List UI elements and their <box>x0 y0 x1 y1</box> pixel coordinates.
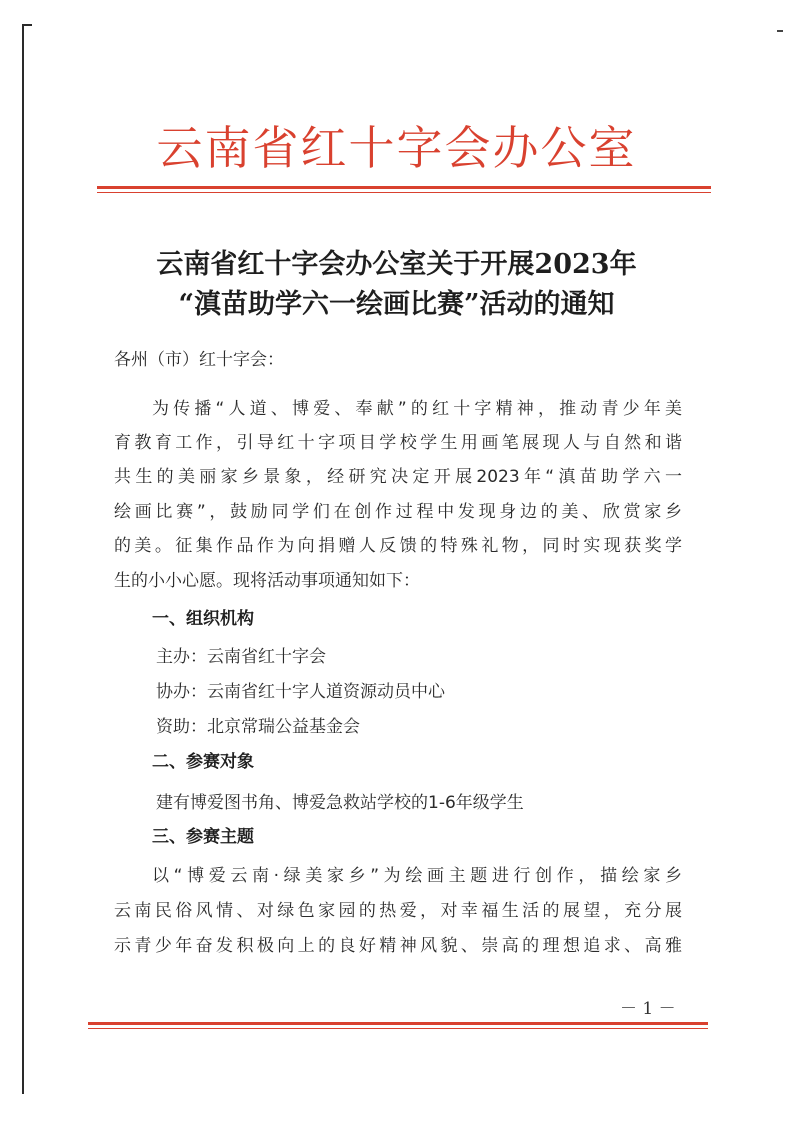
participants-line: 建有博爱图书角、博爱急救站学校的1-6年级学生 <box>156 793 524 813</box>
intro-line: 为传播“人道、博爱、奉献”的红十字精神，推动青少年美 <box>152 399 682 419</box>
organizer-line: 主办：云南省红十字会 <box>156 647 326 667</box>
intro-line: 育教育工作，引导红十字项目学校学生用画笔展现人与自然和谐 <box>114 433 682 453</box>
intro-line: 共生的美丽家乡景象，经研究决定开展2023年“滇苗助学六一 <box>114 467 682 487</box>
letterhead-rule-thick <box>97 186 711 189</box>
scan-edge-top <box>22 24 32 26</box>
section-heading-participants: 二、参赛对象 <box>152 752 254 772</box>
section-heading-theme: 三、参赛主题 <box>152 827 254 847</box>
intro-line: 生的小小心愿。现将活动事项通知如下： <box>114 571 420 591</box>
letterhead-rule-thin <box>97 192 711 193</box>
intro-line: 的美。征集作品作为向捐赠人反馈的特殊礼物，同时实现获奖学 <box>114 536 682 556</box>
scan-edge-left <box>22 24 24 1094</box>
theme-line: 示青少年奋发积极向上的良好精神风貌、崇高的理想追求、高雅 <box>114 936 682 956</box>
footer-rule-thin <box>88 1028 708 1029</box>
document-title-line-2: “滇苗助学六一绘画比赛”活动的通知 <box>178 289 615 320</box>
footer-rule-thick <box>88 1022 708 1025</box>
theme-line: 云南民俗风情、对绿色家园的热爱，对幸福生活的展望，充分展 <box>114 901 682 921</box>
document-title-line-1: 云南省红十字会办公室关于开展2023年 <box>156 249 637 280</box>
salutation: 各州（市）红十字会： <box>114 350 284 370</box>
sponsor-line: 资助：北京常瑞公益基金会 <box>156 717 360 737</box>
section-heading-organization: 一、组织机构 <box>152 609 254 629</box>
theme-line: 以“博爱云南·绿美家乡”为绘画主题进行创作，描绘家乡 <box>152 866 682 886</box>
letterhead: 云南省红十字会办公室 <box>156 121 637 175</box>
page-number: － 1 － <box>620 999 676 1019</box>
scan-edge-mark <box>777 30 783 32</box>
co-organizer-line: 协办：云南省红十字人道资源动员中心 <box>156 682 445 702</box>
intro-line: 绘画比赛”，鼓励同学们在创作过程中发现身边的美、欣赏家乡 <box>114 502 682 522</box>
